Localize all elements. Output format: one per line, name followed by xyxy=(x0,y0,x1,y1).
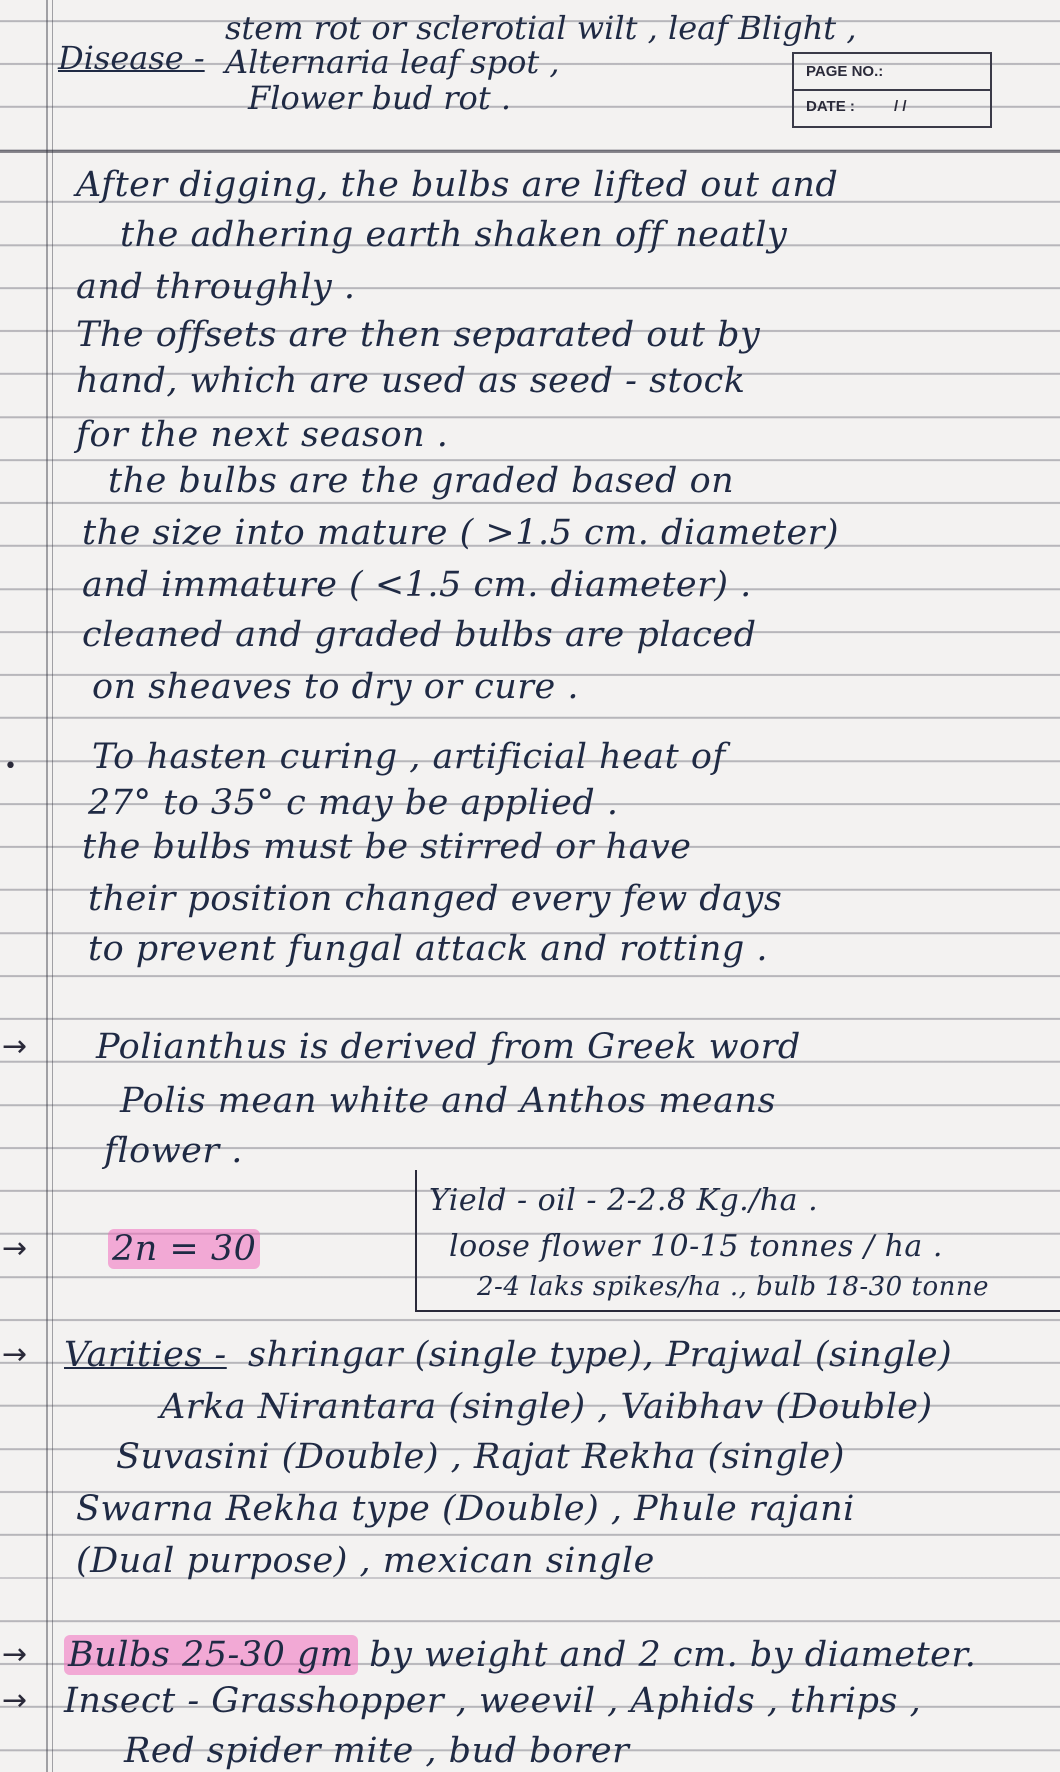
yield-box xyxy=(415,1170,1060,1312)
body-line: for the next season . xyxy=(76,415,449,455)
header-line-3: Flower bud rot . xyxy=(248,79,512,117)
bulbs-rest: by weight and 2 cm. by diameter. xyxy=(369,1635,977,1675)
body-line: The offsets are then separated out by xyxy=(76,315,761,355)
body-line: the bulbs must be stirred or have xyxy=(82,827,692,867)
body-line: the bulbs are the graded based on xyxy=(108,461,735,501)
page-no-label: PAGE NO.: xyxy=(806,63,884,80)
body-line: 27° to 35° c may be applied . xyxy=(88,783,619,823)
body-line: and immature ( <1.5 cm. diameter) . xyxy=(82,565,752,605)
arrow-icon: → xyxy=(2,1231,28,1266)
varieties-line-5: (Dual purpose) , mexican single xyxy=(76,1541,655,1581)
varieties-label: Varities - xyxy=(64,1335,227,1375)
arrow-icon: → xyxy=(2,1337,28,1372)
header-line-1: stem rot or sclerotial wilt , leaf Blight , xyxy=(225,9,857,47)
insect-line-1: Insect - Grasshopper , weevil , Aphids , thrips , xyxy=(64,1681,922,1721)
body-line: their position changed every few days xyxy=(88,879,783,919)
polianthus-line-2: Polis mean white and Anthos means xyxy=(120,1081,777,1121)
page-date-box xyxy=(792,52,992,128)
date-label: DATE : xyxy=(806,98,855,115)
yield-line-3: 2-4 laks spikes/ha ., bulb 18-30 tonne xyxy=(477,1272,989,1302)
body-line: cleaned and graded bulbs are placed xyxy=(82,615,757,655)
bulbs-highlight: Bulbs 25-30 gm xyxy=(64,1635,358,1675)
body-line: the size into mature ( >1.5 cm. diameter) xyxy=(82,513,840,553)
varieties-line-2: Arka Nirantara (single) , Vaibhav (Double) xyxy=(160,1387,933,1427)
date-value: / / xyxy=(894,98,907,115)
body-line: After digging, the bulbs are lifted out and xyxy=(76,165,839,205)
polianthus-line-1: Polianthus is derived from Greek word xyxy=(96,1027,801,1067)
bulbs-line xyxy=(64,1634,976,1676)
varieties-line-3: Suvasini (Double) , Rajat Rekha (single) xyxy=(116,1437,845,1477)
yield-line-1: Yield - oil - 2-2.8 Kg./ha . xyxy=(429,1183,819,1218)
margin-line-inner xyxy=(52,0,53,1772)
body-line: and throughly . xyxy=(76,267,356,307)
chromosome-number xyxy=(108,1228,260,1270)
header-rule xyxy=(0,150,1060,153)
yield-line-2: loose flower 10-15 tonnes / ha . xyxy=(449,1229,943,1264)
arrow-icon: → xyxy=(2,1029,28,1064)
body-line: To hasten curing , artificial heat of xyxy=(92,737,726,777)
body-line: hand, which are used as seed - stock xyxy=(76,361,746,401)
arrow-icon: → xyxy=(2,1637,28,1672)
disease-label: Disease - xyxy=(58,39,205,77)
polianthus-line-3: flower . xyxy=(104,1131,243,1171)
arrow-icon: → xyxy=(2,1683,28,1718)
varieties-line-4: Swarna Rekha type (Double) , Phule rajani xyxy=(76,1489,855,1529)
header-line-2: Alternaria leaf spot , xyxy=(225,43,560,81)
body-line: to prevent fungal attack and rotting . xyxy=(88,929,769,969)
bullet-dot: • xyxy=(4,754,17,779)
body-line: on sheaves to dry or cure . xyxy=(92,667,579,707)
chromosome-highlight: 2n = 30 xyxy=(108,1229,260,1269)
varieties-line-1: shringar (single type), Prajwal (single) xyxy=(248,1335,953,1375)
body-line: the adhering earth shaken off neatly xyxy=(120,215,788,255)
insect-line-2: Red spider mite , bud borer xyxy=(124,1731,630,1771)
page-box-divider xyxy=(794,89,990,91)
margin-line xyxy=(46,0,48,1772)
